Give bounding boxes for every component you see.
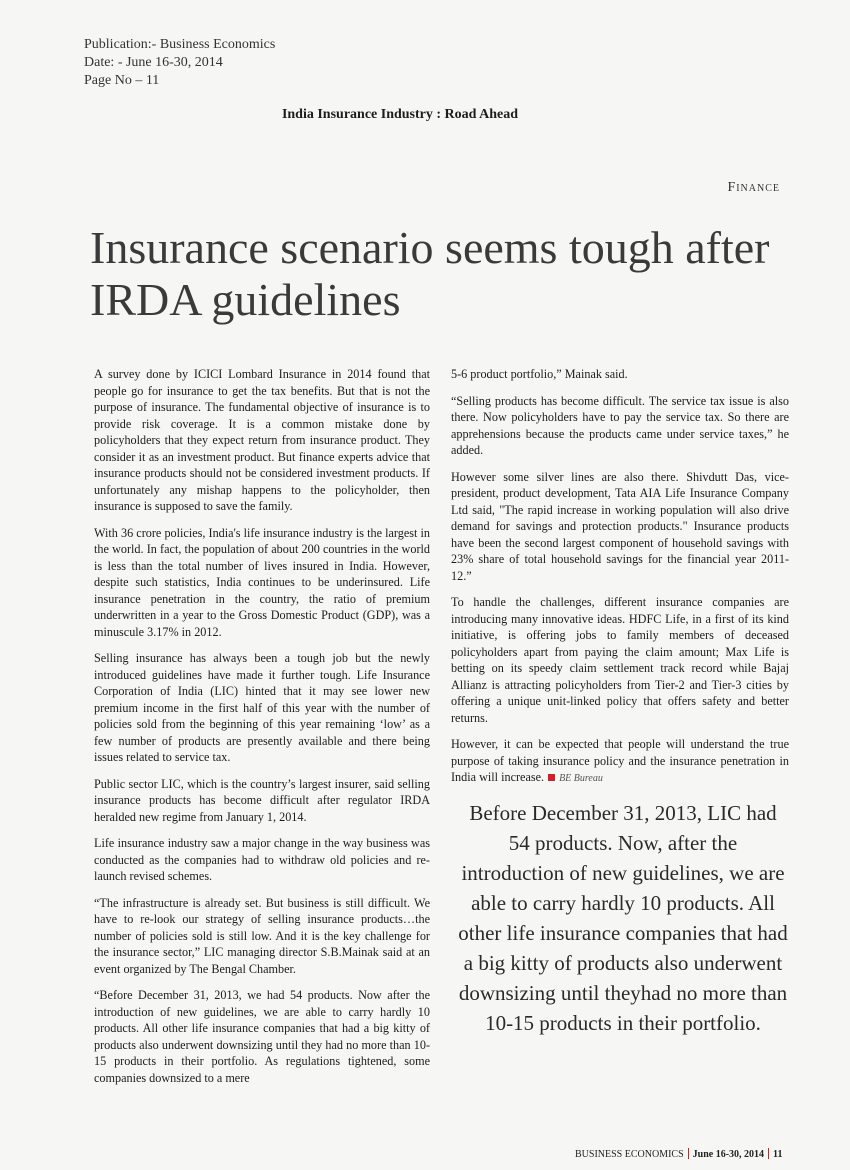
paragraph: “Selling products has become difficult. The service tax issue is also there. Now policyholders have to pay the service tax. So there are apprehensions because the products came under service taxes,” he added.	[451, 393, 789, 457]
left-column	[94, 366, 430, 1096]
footer-publication: BUSINESS ECONOMICS	[575, 1149, 684, 1160]
footer-divider	[768, 1148, 769, 1159]
square-bullet-icon	[548, 774, 555, 781]
paragraph: A survey done by ICICI Lombard Insurance in 2014 found that people go for insurance to get the tax benefits. But that is not the purpose of insurance. The fundamental objective of insurance is to provide risk coverage. It is a common mistake done by policyholders that they expect return from insurance product. They consider it as an investment product. But finance experts advice that insurance products should not be considered investment products. If unfortunately any mishap happens to the policyholder, then insurance is supposed to save the family.	[94, 367, 430, 513]
closing-text: However, it can be expected that people will understand the true purpose of taking insurance policy and the insurance penetration in India will increase.	[451, 737, 789, 784]
publication-line: Publication:- Business Economics	[84, 37, 276, 52]
paragraph: 5-6 product portfolio,” Mainak said.	[451, 367, 628, 381]
byline: BE Bureau	[559, 773, 603, 784]
paragraph: However some silver lines are also there. Shivdutt Das, vice-president, product development, Tata AIA Life Insurance Company Ltd said, "The rapid increase in working population will also drive demand for savings and protection products." Insurance products have been the second largest component of household savings with 23% share of total household savings for the financial year 2011-12.”	[451, 469, 789, 583]
paragraph: Life insurance industry saw a major change in the way business was conducted as the companies had to withdraw old policies and re-launch revised schemes.	[94, 836, 430, 883]
footer-divider	[688, 1148, 689, 1159]
footer-page-number: 11	[773, 1149, 783, 1160]
paragraph: “The infrastructure is already set. But business is still difficult. We have to re-look our strategy of selling insurance products…the number of policies sold is still low. And it is the key challenge for the insurance sector,” LIC managing director S.B.Mainak said at an event organized by The Bengal Chamber.	[94, 895, 430, 976]
footer-date: June 16-30, 2014	[692, 1149, 765, 1160]
topic-heading	[0, 107, 850, 123]
page-footer	[575, 1148, 783, 1160]
page-line: Page No – 11	[84, 73, 160, 88]
paragraph: To handle the challenges, different insurance companies are introducing many innovative ideas. HDFC Life, in a first of its kind initiative, is offering jobs to family members of deceased policyholders apart from paying the claim amount; Max Life is betting on its speedy claim settlement track record while Bajaj Allianz is attracting policyholders from Tier-2 and Tier-3 cities by offering a unique unit-linked policy that offers safety and better returns.	[451, 595, 789, 725]
paragraph: With 36 crore policies, India's life insurance industry is the largest in the world. In fact, the population of about 200 countries in the world is less than the total number of lives insured in India. However, despite such statistics, India continues to be underinsured. Life insurance penetration in the country, the ratio of premium underwritten in a year to the Gross Domestic Product (GDP), was a minuscule 3.17% in 2012.	[94, 525, 430, 639]
topic-text: India Insurance Industry : Road Ahead	[281, 107, 519, 122]
paragraph: “Before December 31, 2013, we had 54 products. Now after the introduction of new guidelines, we are able to carry hardly 10 products. All other life insurance companies that had a big kitty of products also underwent downsizing until they had no more than 10-15 products in their portfolio. As regulations tightened, some companies downsized to a mere	[94, 988, 430, 1085]
paragraph: Public sector LIC, which is the country’s largest insurer, said selling insurance products has become difficult after regulator IRDA heralded new regime from January 1, 2014.	[94, 776, 430, 824]
closing-paragraph	[451, 736, 789, 788]
clipping-meta	[84, 36, 275, 90]
paragraph: Selling insurance has always been a tough job but the newly introduced guidelines have made it further tough. Life Insurance Corporation of India (LIC) hinted that it may see lower new premium income in the first half of this year with the number of policies sold from the beginning of this year remaining ‘low’ as a few number of products are presently available and there being issues related to service tax.	[94, 651, 430, 764]
date-line: Date: - June 16-30, 2014	[84, 55, 223, 70]
section-label: Finance	[727, 180, 780, 195]
pull-quote: Before December 31, 2013, LIC had 54 products. Now, after the introduction of new guidelines, we are able to carry hardly 10 products. All other life insurance companies that had a big kitty of products also underwent downsizing until theyhad no more than 10-15 products in their portfolio.	[458, 801, 788, 1035]
article-headline: Insurance scenario seems tough after IRDA guidelines	[90, 222, 770, 325]
right-column	[451, 366, 789, 798]
